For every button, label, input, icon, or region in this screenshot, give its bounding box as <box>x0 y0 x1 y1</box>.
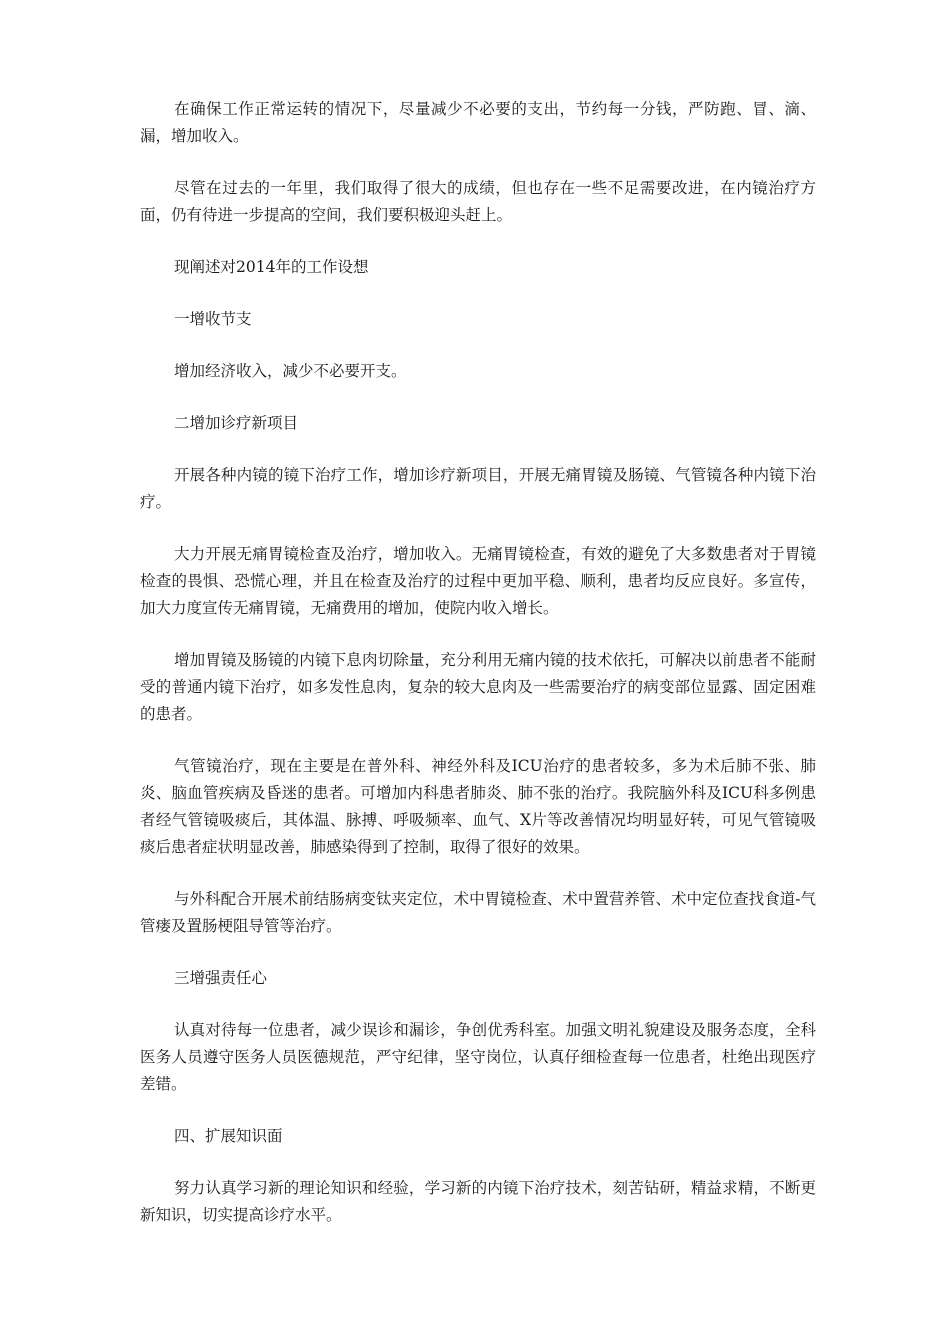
paragraph-painless-gastroscopy: 大力开展无痛胃镜检查及治疗，增加收入。无痛胃镜检查，有效的避免了大多数患者对于胃镜检查的畏惧、恐慌心理，并且在检查及治疗的过程中更加平稳、顺利，患者均反应良好。多宣传，加大力度宣传无痛胃镜，无痛费用的增加，使院内收入增长。 <box>140 545 816 617</box>
paragraph-surgery-cooperation: 与外科配合开展术前结肠病变钛夹定位，术中胃镜检查、术中置营养管、术中定位查找食道-气管瘘及置肠梗阻导管等治疗。 <box>140 890 816 935</box>
paragraph-shortcomings: 尽管在过去的一年里，我们取得了很大的成绩，但也存在一些不足需要改进，在内镜治疗方面，仍有待进一步提高的空间，我们要积极迎头赶上。 <box>140 179 816 224</box>
paragraph-intro-2014-plan: 现阐述对2014年的工作设想 <box>174 258 369 276</box>
paragraph-increase-income: 增加经济收入，减少不必要开支。 <box>174 362 407 380</box>
paragraph-bronchoscopy: 气管镜治疗，现在主要是在普外科、神经外科及ICU治疗的患者较多，多为术后肺不张、肺炎、脑血管疾病及昏迷的患者。可增加内科患者肺炎、肺不张的治疗。我院脑外科及ICU科多例患者经气管镜吸痰后，其体温、脉搏、呼吸频率、血气、X片等改善情况均明显好转，可见气管镜吸痰后患者症状明显改善，肺感染得到了控制，取得了很好的效果。 <box>140 757 816 856</box>
section-heading-1: 一增收节支 <box>174 310 252 328</box>
paragraph-polyp-removal: 增加胃镜及肠镜的内镜下息肉切除量，充分利用无痛内镜的技术依托，可解决以前患者不能耐受的普通内镜下治疗，如多发性息肉，复杂的较大息肉及一些需要治疗的病变部位显露、固定困难的患者。 <box>140 651 816 723</box>
section-heading-2: 二增加诊疗新项目 <box>174 414 299 432</box>
paragraph-knowledge: 努力认真学习新的理论知识和经验，学习新的内镜下治疗技术，刻苦钻研，精益求精，不断更新知识，切实提高诊疗水平。 <box>140 1179 816 1224</box>
paragraph-cost-saving: 在确保工作正常运转的情况下，尽量减少不必要的支出，节约每一分钱，严防跑、冒、滴、漏，增加收入。 <box>140 100 816 145</box>
paragraph-endoscopy-treatment: 开展各种内镜的镜下治疗工作，增加诊疗新项目，开展无痛胃镜及肠镜、气管镜各种内镜下治疗。 <box>140 466 816 511</box>
section-heading-3: 三增强责任心 <box>174 969 268 987</box>
document-body <box>140 96 816 1254</box>
paragraph-responsibility: 认真对待每一位患者，减少误诊和漏诊，争创优秀科室。加强文明礼貌建设及服务态度，全科医务人员遵守医务人员医德规范，严守纪律，坚守岗位，认真仔细检查每一位患者，杜绝出现医疗差错。 <box>140 1021 816 1093</box>
section-heading-4: 四、扩展知识面 <box>174 1127 283 1145</box>
